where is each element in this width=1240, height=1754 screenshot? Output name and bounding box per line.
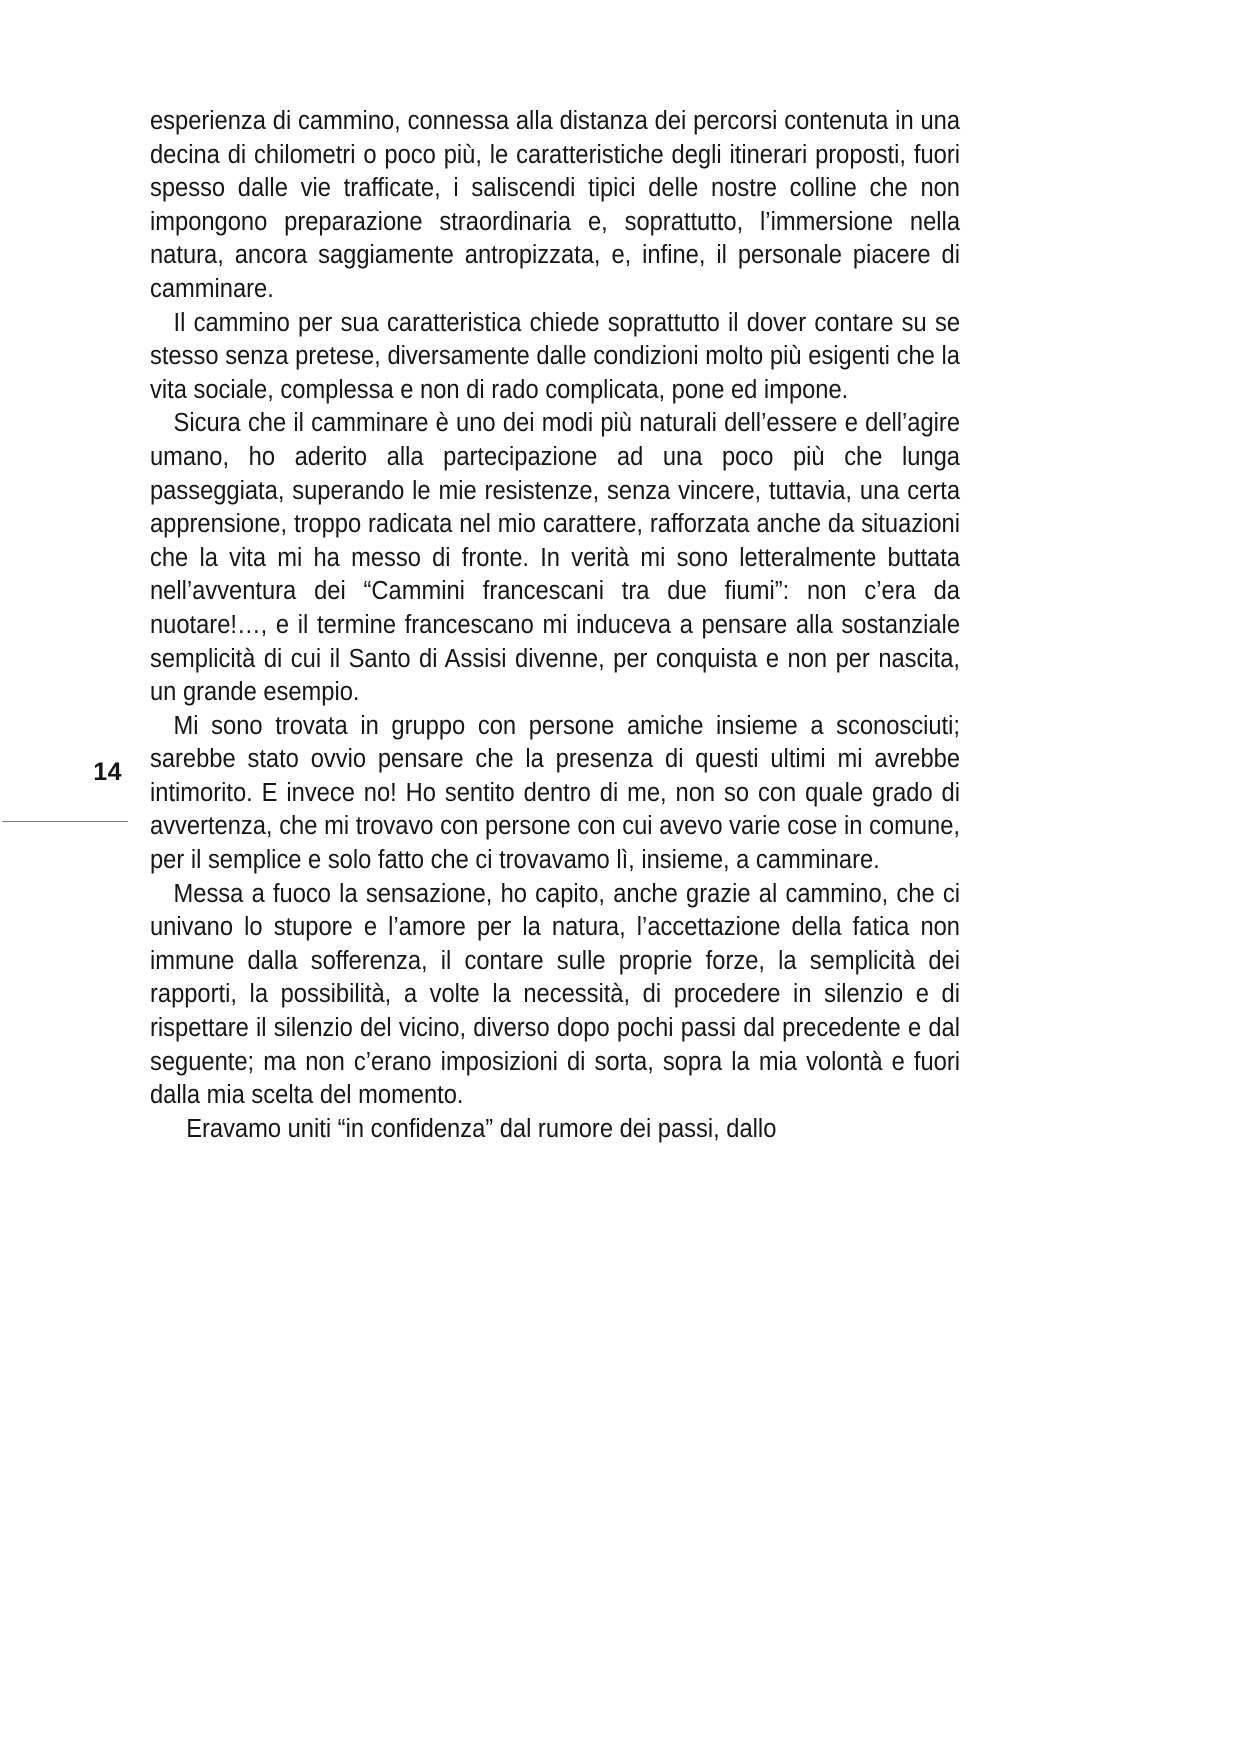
paragraph-il-cammino: Il cammino per sua caratteristica chiede soprattutto il dover contare su se stesso senza pretese, diversamente dalle condizioni molto più esigenti che la vita sociale, complessa e non di rado complicata, pone ed impone.: [150, 306, 960, 404]
paragraph-eravamo-uniti: Eravamo uniti “in confidenza” dal rumore dei passi, dallo: [186, 1112, 777, 1143]
paragraph-messa-a-fuoco: Messa a fuoco la sensazione, ho capito, anche grazie al cammino, che ci univano lo stupore e l’amore per la natura, l’accettazione della fatica non immune dalla sofferenza, il contare sulle proprie forze, la semplicità dei rapporti, la possibilità, a volte la necessità, di procedere in silenzio e di rispettare il silenzio del vicino, diverso dopo pochi passi dal precedente e dal seguente; ma non c’erano imposizioni di sorta, sopra la mia volontà e fuori dalla mia scelta del momento.: [150, 877, 960, 1110]
paragraph-sicura-che: Sicura che il camminare è uno dei modi più naturali dell’essere e dell’agire umano, ho aderito alla partecipazione ad una poco più che lunga passeggiata, superando le mie resistenze, senza vincere, tuttavia, una certa apprensione, troppo radicata nel mio carattere, rafforzata anche da situazioni che la vita mi ha messo di fronte. In verità mi sono letteralmente buttata nell’avventura dei “Cammini francescani tra due fiumi”: non c’era da nuotare!…, e il termine francescano mi induceva a pensare alla sostanziale semplicità di cui il Santo di Assisi divenne, per conquista e non per nascita, un grande esempio.: [150, 407, 960, 707]
paragraph-mi-sono-trovata: Mi sono trovata in gruppo con persone amiche insieme a sconosciuti; sarebbe stato ovvio pensare che la presenza di questi ultimi mi avrebbe intimorito. E invece no! Ho sentito dentro di me, non so con quale grado di avvertenza, che mi trovavo con persone con cui avevo varie cose in comune, per il semplice e solo fatto che ci trovavamo lì, insieme, a camminare.: [150, 709, 960, 875]
page-number: 14: [93, 758, 122, 786]
folio-divider-rule: [2, 821, 128, 822]
body-text-column: [150, 104, 960, 1145]
folio-block: [0, 760, 130, 830]
paragraph-continuation: esperienza di cammino, connessa alla distanza dei percorsi contenuta in una decina di chilometri o poco più, le caratteristiche degli itinerari proposti, fuori spesso dalle vie trafficate, i saliscendi tipici delle nostre colline che non impongono preparazione straordinaria e, soprattutto, l’immersione nella natura, ancora saggiamente antropizzata, e, infine, il personale piacere di camminare.: [150, 105, 960, 303]
